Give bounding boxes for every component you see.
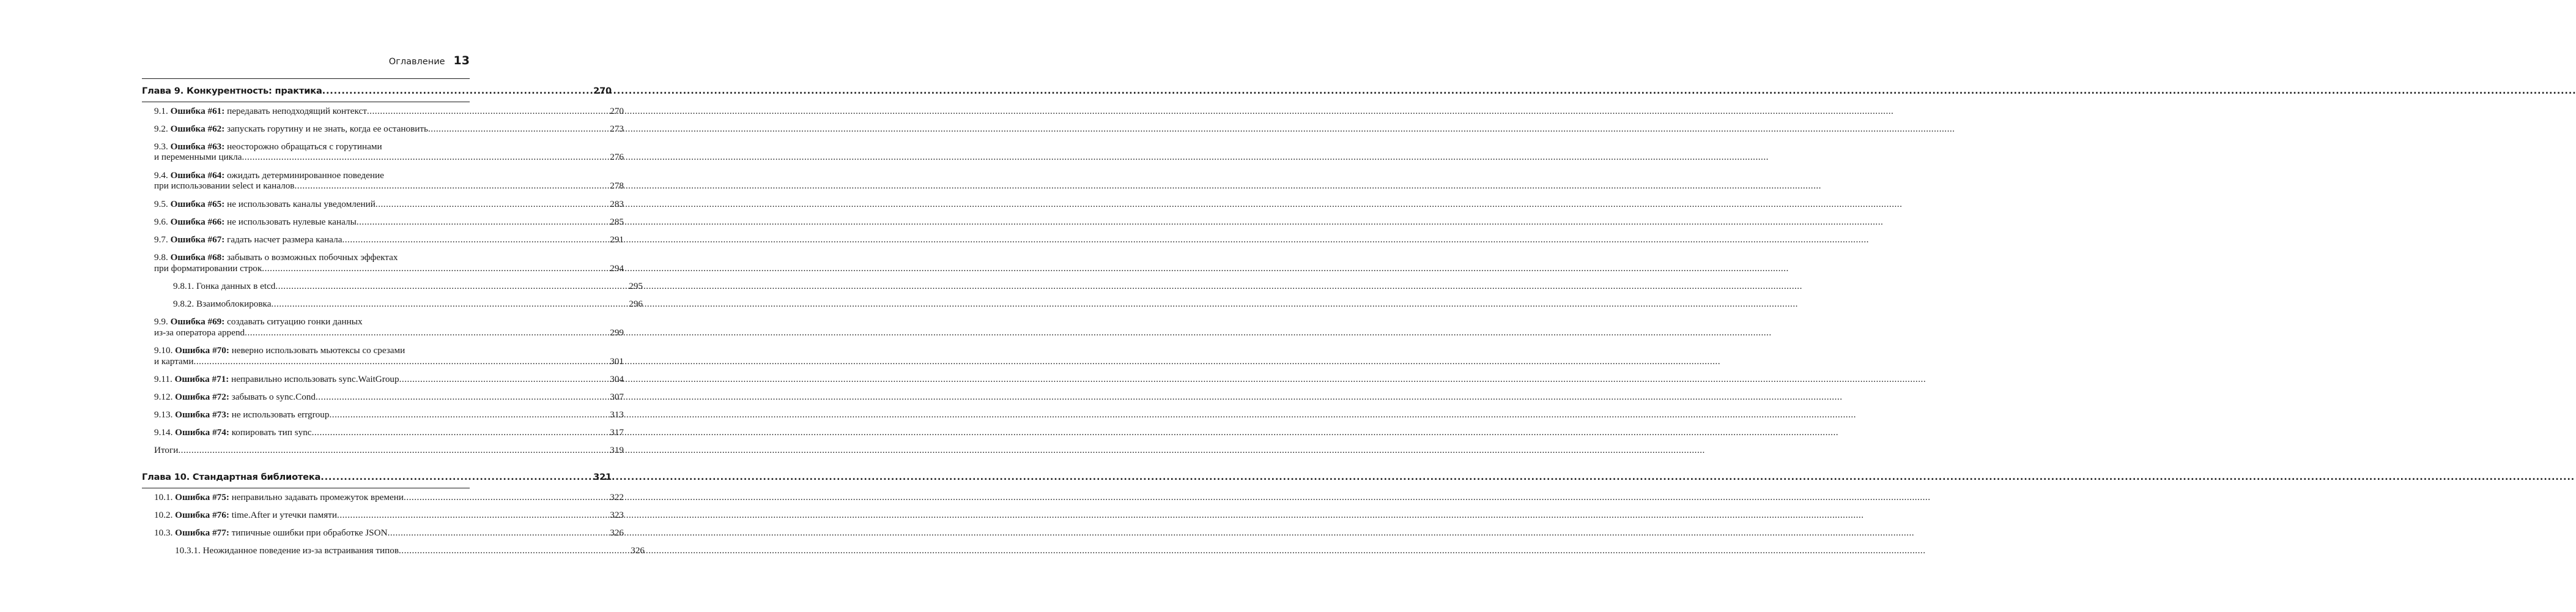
entry-number: 10.3. [154, 528, 173, 538]
entry-label: Ошибка #62: [170, 124, 225, 134]
dot-leader [399, 374, 610, 385]
entry-number: 9.14. [154, 427, 173, 438]
toc-entry-10-3[interactable] [0, 528, 624, 539]
dot-leader [376, 199, 609, 210]
entry-page: 301 [610, 356, 624, 367]
entry-page: 285 [610, 217, 624, 227]
dot-leader [178, 445, 609, 456]
entry-number: 9.12. [154, 392, 173, 402]
entry-page: 307 [610, 392, 624, 402]
dot-leader [388, 528, 610, 539]
dot-leader [294, 181, 609, 192]
entry-page: 291 [610, 234, 624, 245]
entry-number: 9.13. [154, 409, 173, 420]
toc-entry-9-6[interactable] [0, 217, 624, 228]
dot-leader [428, 124, 609, 135]
entry-label: Ошибка #72: [175, 392, 229, 402]
dot-leader [316, 392, 609, 403]
entry-text: не использовать каналы уведомлений [227, 199, 376, 209]
entry-number: 10.2. [154, 510, 173, 520]
toc-entry-9-8-1[interactable] [0, 281, 643, 292]
dot-leader [337, 510, 609, 521]
entry-text: запускать горутину и не знать, когда ее остановить [227, 124, 428, 134]
entry-text: неосторожно обращаться с горутинами [227, 141, 382, 152]
entry-text: типичные ошибки при обработке JSON [231, 528, 388, 538]
entry-text-continued: и переменными цикла [154, 152, 242, 162]
toc-entry-9-4[interactable] [0, 181, 624, 192]
entry-text: создавать ситуацию гонки данных [227, 316, 363, 327]
entry-text: неправильно использовать sync.WaitGroup [231, 374, 399, 384]
toc-entry-9-10[interactable] [0, 356, 624, 367]
entry-page: 323 [610, 510, 624, 520]
dot-leader [342, 234, 609, 245]
toc-entry-9-9[interactable] [0, 327, 624, 338]
toc-entry-9-1[interactable] [0, 106, 624, 117]
toc-entry-9-5[interactable] [0, 199, 624, 210]
entry-page: 326 [610, 528, 624, 538]
entry-page: 294 [610, 263, 624, 274]
toc-chapter-9[interactable] [0, 86, 612, 96]
toc-entry-9-2[interactable] [0, 124, 624, 135]
toc-entry-9-3[interactable] [0, 152, 624, 163]
entry-text: 10.3.1. Неожиданное поведение из-за встраивания типов [175, 545, 399, 556]
toc-entry-9-9-first-line[interactable] [154, 316, 363, 327]
entry-number: 9.5. [154, 199, 168, 209]
entry-label: Ошибка #75: [175, 492, 229, 502]
toc-entry-9-8-2[interactable] [0, 299, 643, 310]
entry-text: неверно использовать мьютексы со срезами [231, 345, 405, 356]
toc-entry-9-3-first-line[interactable] [154, 141, 382, 152]
toc-entry-summary[interactable] [0, 445, 624, 456]
entry-page: 296 [629, 299, 643, 309]
toc-entry-9-12[interactable] [0, 392, 624, 403]
toc-entry-9-13[interactable] [0, 409, 624, 420]
running-head-title: Оглавление [388, 57, 445, 67]
toc-entry-9-10-first-line[interactable] [154, 345, 405, 356]
entry-text-continued: при форматировании строк [154, 263, 262, 274]
entry-number: 9.8. [154, 252, 168, 263]
entry-label: Ошибка #67: [170, 234, 225, 245]
dot-leader [329, 409, 609, 420]
entry-text: забывать о sync.Cond [231, 392, 316, 402]
entry-page: 326 [631, 545, 645, 556]
entry-label: Ошибка #71: [174, 374, 229, 384]
entry-label: Ошибка #74: [175, 427, 229, 438]
dot-leader [367, 106, 609, 117]
entry-label: Ошибка #64: [170, 170, 225, 181]
entry-page: 313 [610, 409, 624, 420]
page-number: 13 [453, 54, 470, 67]
dot-leader [275, 281, 628, 292]
running-head [142, 54, 470, 67]
dot-leader [245, 327, 609, 338]
entry-label: Ошибка #70: [175, 345, 229, 356]
entry-number: 9.10. [154, 345, 173, 356]
toc-entry-10-3-1[interactable] [0, 545, 645, 556]
chapter-page: 270 [593, 86, 612, 96]
entry-text-continued: из-за оператора append [154, 327, 245, 338]
entry-page: 322 [610, 492, 624, 502]
dot-leader [357, 217, 609, 228]
dot-leader [322, 86, 593, 96]
entry-label: Ошибка #68: [170, 252, 225, 263]
entry-number: 9.9. [154, 316, 168, 327]
entry-text: 9.8.2. Взаимоблокировка [173, 299, 272, 309]
entry-page: 270 [610, 106, 624, 116]
entry-label: Ошибка #69: [170, 316, 225, 327]
entry-page: 317 [610, 427, 624, 438]
entry-number: 9.3. [154, 141, 168, 152]
toc-entry-9-4-first-line[interactable] [154, 170, 384, 181]
entry-number: 9.7. [154, 234, 168, 245]
entry-number: 9.4. [154, 170, 168, 181]
entry-number: 9.11. [154, 374, 172, 384]
entry-text: копировать тип sync [231, 427, 312, 438]
toc-entry-10-1[interactable] [0, 492, 624, 503]
entry-text: ожидать детерминированное поведение [227, 170, 384, 181]
entry-page: 319 [610, 445, 624, 455]
entry-text-continued: и картами [154, 356, 194, 367]
entry-text: Итоги [154, 445, 179, 455]
entry-label: Ошибка #61: [170, 106, 225, 116]
entry-page: 278 [610, 181, 624, 191]
toc-entry-10-2[interactable] [0, 510, 624, 521]
entry-page: 299 [610, 327, 624, 338]
entry-label: Ошибка #73: [175, 409, 229, 420]
dot-leader [312, 427, 610, 438]
chapter-title: Глава 10. Стандартная библиотека [142, 472, 321, 482]
entry-text: 9.8.1. Гонка данных в etcd [173, 281, 276, 291]
chapter-title: Глава 9. Конкурентность: практика [142, 86, 322, 96]
entry-label: Ошибка #66: [170, 217, 225, 227]
entry-text: неправильно задавать промежуток времени [231, 492, 404, 502]
entry-text: не использовать errgroup [231, 409, 330, 420]
toc-entry-9-8-first-line[interactable] [154, 252, 398, 263]
toc-entry-9-11[interactable] [0, 374, 624, 385]
dot-leader [194, 356, 610, 367]
dot-leader [262, 263, 609, 274]
entry-page: 276 [610, 152, 624, 162]
entry-text: передавать неподходящий контекст [227, 106, 367, 116]
entry-label: Ошибка #77: [175, 528, 229, 538]
dot-leader [242, 152, 609, 163]
entry-page: 295 [629, 281, 643, 291]
chapter-page: 321 [593, 472, 612, 482]
toc-entry-9-14[interactable] [0, 427, 624, 438]
toc-entry-9-8[interactable] [0, 263, 624, 274]
entry-text: забывать о возможных побочных эффектах [227, 252, 398, 263]
entry-label: Ошибка #63: [170, 141, 225, 152]
entry-page: 273 [610, 124, 624, 134]
entry-number: 9.6. [154, 217, 168, 227]
entry-number: 10.1. [154, 492, 173, 502]
entry-text: не использовать нулевые каналы [227, 217, 357, 227]
dot-leader [271, 299, 628, 310]
entry-number: 9.1. [154, 106, 168, 116]
dot-leader [404, 492, 609, 503]
dot-leader [320, 472, 593, 482]
toc-entry-9-7[interactable] [0, 234, 624, 245]
entry-text: гадать насчет размера канала [227, 234, 342, 245]
entry-text-continued: при использовании select и каналов [154, 181, 295, 191]
entry-number: 9.2. [154, 124, 168, 134]
entry-text: time.After и утечки памяти [231, 510, 338, 520]
dot-leader [399, 545, 630, 556]
header-rule [142, 78, 470, 79]
toc-chapter-10[interactable] [0, 472, 612, 482]
book-page [0, 0, 645, 612]
entry-page: 304 [610, 374, 624, 384]
entry-label: Ошибка #76: [175, 510, 229, 520]
entry-page: 283 [610, 199, 624, 209]
entry-label: Ошибка #65: [170, 199, 225, 209]
